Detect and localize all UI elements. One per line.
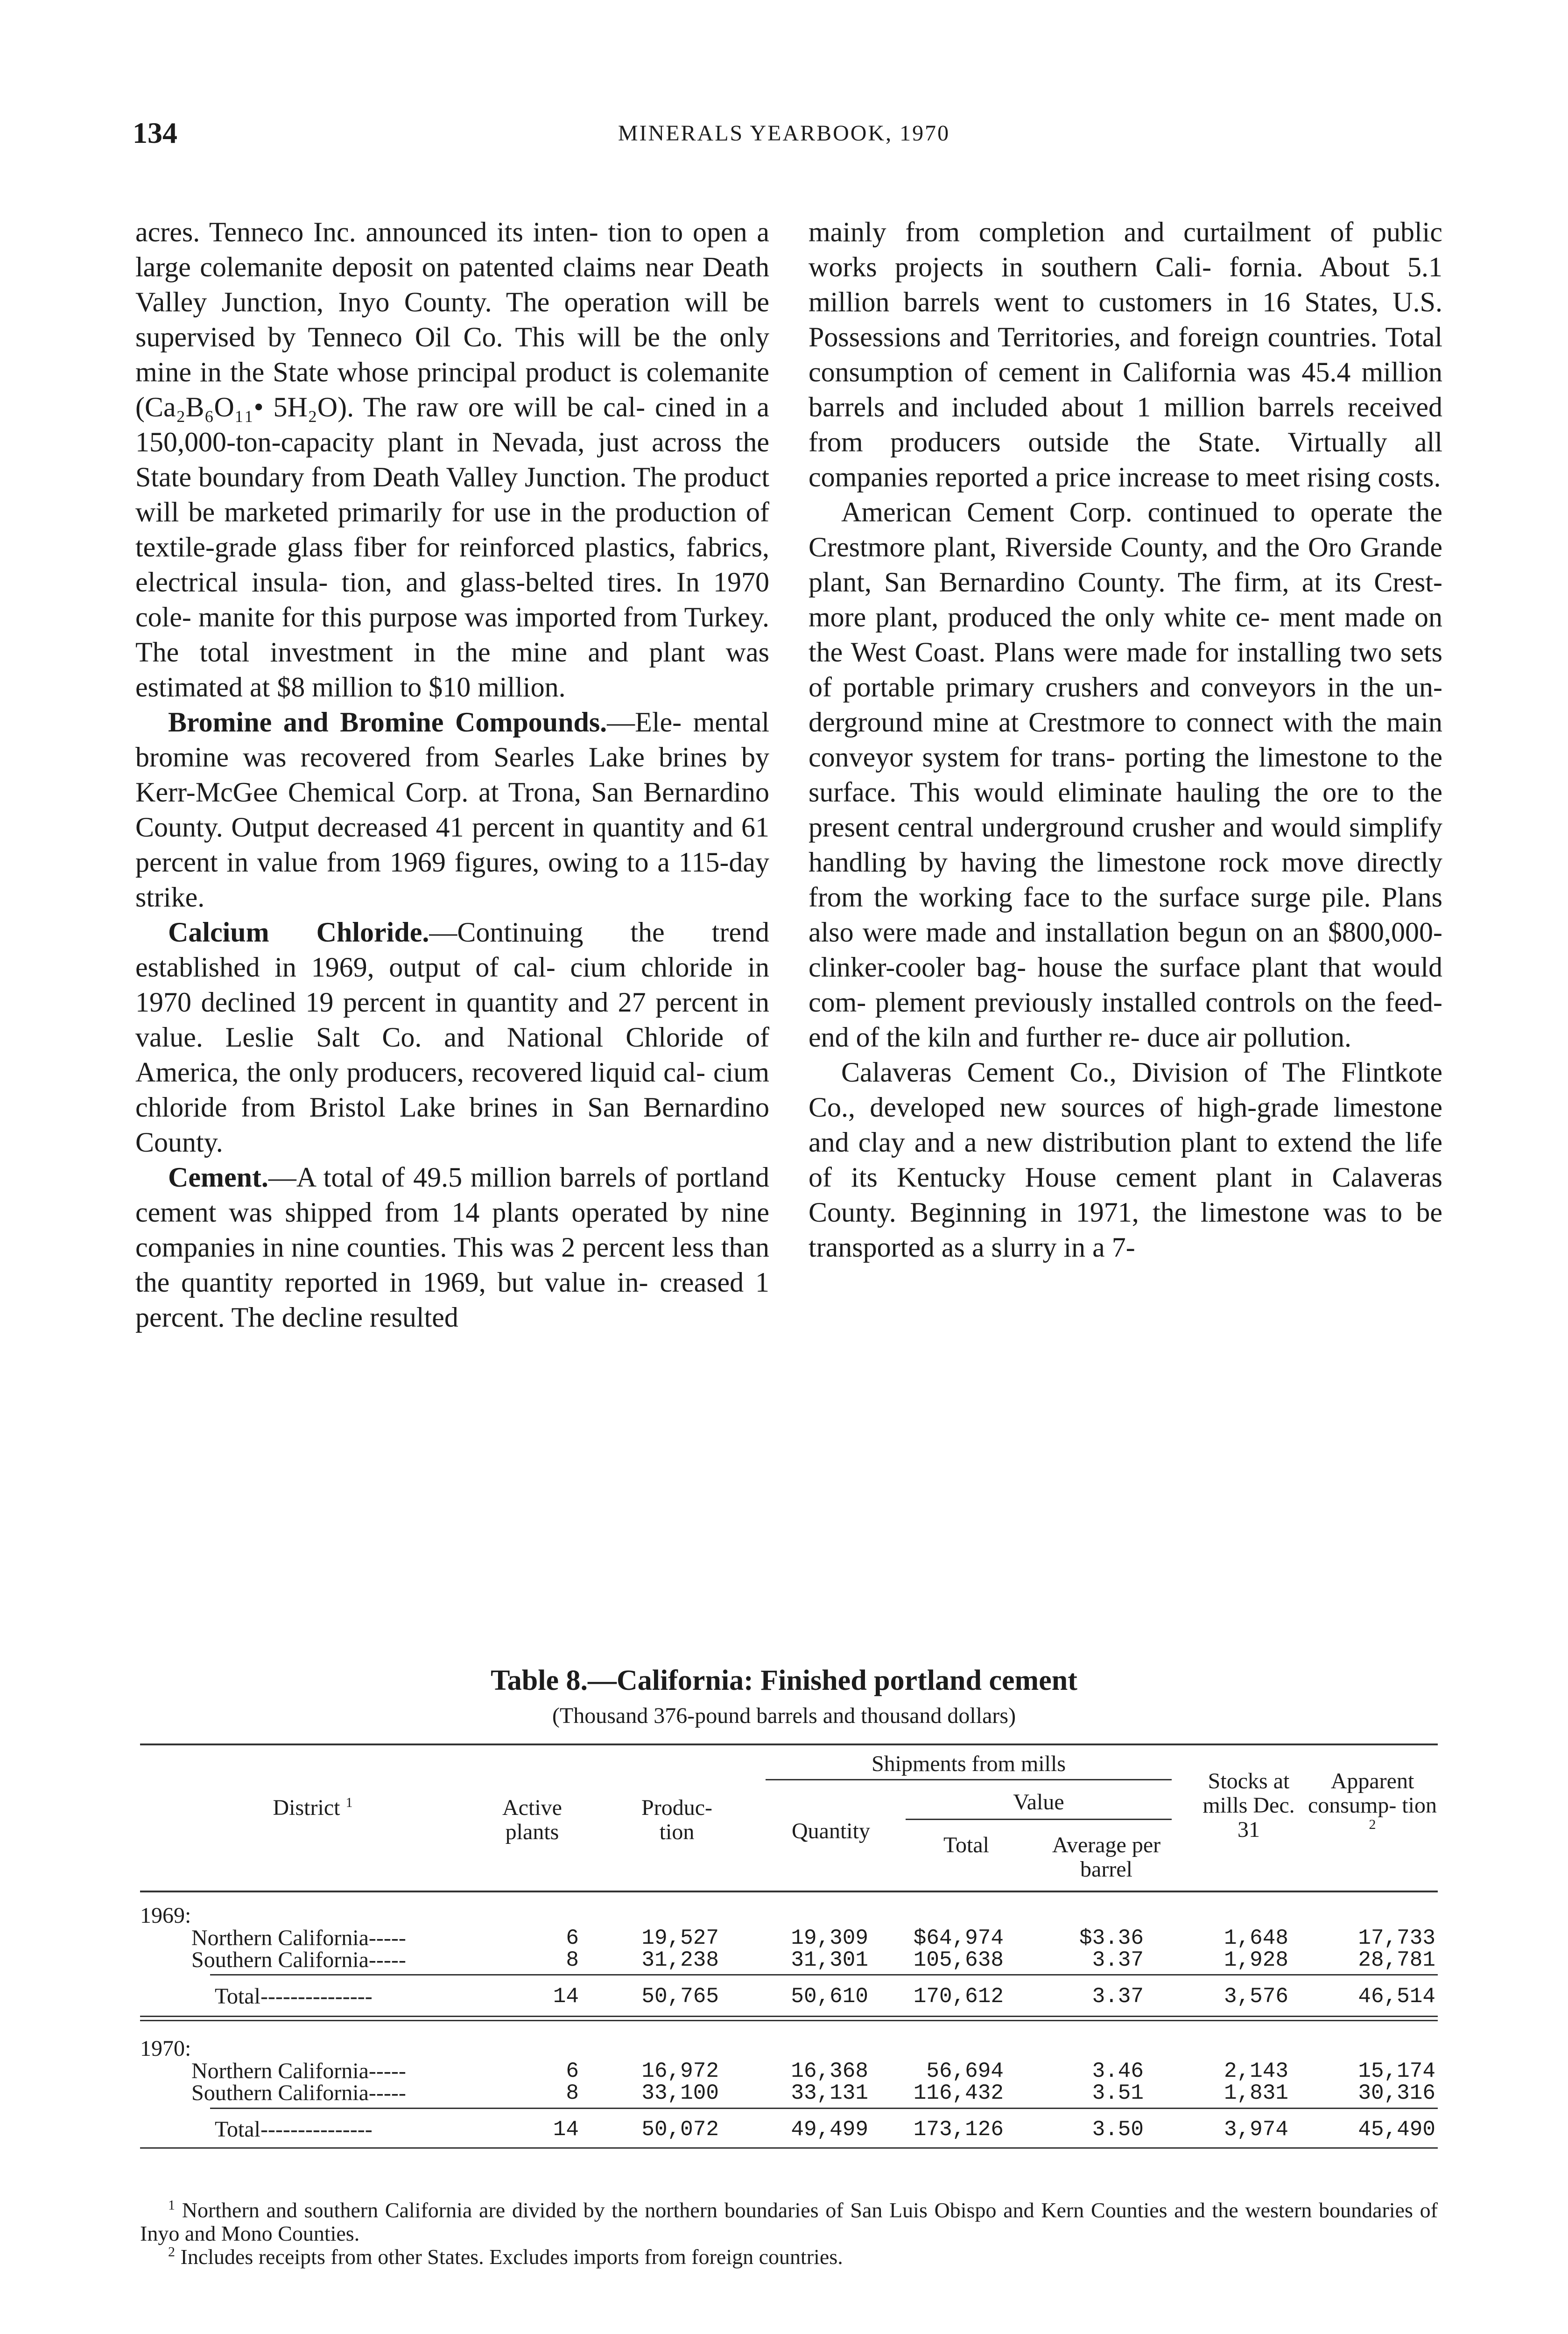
- heading-bromine: Bromine and Bromine Compounds.: [168, 707, 607, 738]
- footnote-1-text: Northern and southern California are divided by the northern boundaries of San Luis Obispo and Kern Counties and the western boundaries of Inyo and Mono Counties.: [140, 2198, 1438, 2245]
- header-quantity: Quantity: [792, 1819, 870, 1843]
- cell-production: 19,527: [641, 1926, 719, 1950]
- cell-total: 105,638: [913, 1948, 1004, 1972]
- row-label: Total---------------: [215, 2117, 373, 2142]
- cement-table: [140, 1743, 1438, 2182]
- heading-calcium-chloride: Calcium Chloride.: [168, 917, 429, 948]
- row-label: Southern California-----: [191, 2081, 406, 2105]
- cell-consumption: 46,514: [1358, 1984, 1435, 2009]
- paragraph-colemanite: acres. Tenneco Inc. announced its inten- tion to open a large colemanite deposit on patented claims near Death Valley Junction, Inyo County. The operation will be supervised by Tenneco Oil Co. This will be the only mine in the State whose principal product is colemanite (Ca₂B₆O₁₁• 5H₂O). The raw ore will be cal- cined in a 150,000-ton-capacity plant in Nevada, just across the State boundary from Death Valley Junction. The product will be marketed primarily for use in the production of textile-grade glass fiber for reinforced plastics, fabrics, electrical insula- tion, and glass-belted tires. In 1970 cole- manite for this purpose was imported from Turkey. The total investment in the mine and plant was estimated at $8 million to $10 million.: [135, 217, 769, 703]
- cell-consumption: 15,174: [1358, 2059, 1435, 2083]
- year-separator-rule: [140, 2016, 1438, 2017]
- header-value: Value: [1013, 1790, 1064, 1814]
- row-label: Southern California-----: [191, 1947, 406, 1972]
- cell-production: 16,972: [641, 2059, 719, 2083]
- header-production: Produc- tion: [641, 1795, 712, 1844]
- header-total: Total: [943, 1833, 989, 1857]
- cell-stocks: 1,928: [1223, 1948, 1288, 1972]
- year-label: 1970:: [140, 2036, 191, 2061]
- cell-stocks: 3,576: [1223, 1984, 1288, 2009]
- cell-consumption: 30,316: [1358, 2081, 1435, 2105]
- header-apparent-consumption: Apparent consump- tion $^2$: [1308, 1769, 1437, 1832]
- year-separator-rule-2: [140, 2020, 1438, 2021]
- row-label: Northern California-----: [191, 2059, 406, 2083]
- cell-quantity: 33,131: [791, 2081, 868, 2105]
- cell-plants: 14: [553, 1984, 579, 2009]
- heading-cement: Cement.: [168, 1162, 268, 1193]
- cell-stocks: 3,974: [1223, 2117, 1288, 2142]
- page-number: 134: [133, 116, 177, 149]
- cell-production: 50,765: [641, 1984, 719, 2009]
- text-calcium-chloride: —Continuing the trend established in 1969, output of cal- cium chloride in 1970 declined 19 percent in quantity and 27 percent in value. Leslie Salt Co. and National Chloride of America, the only producers, recovered liquid cal- cium chloride from Bristol Lake brines in San Bernardino County.: [135, 917, 769, 1158]
- cell-average: 3.50: [1092, 2117, 1144, 2142]
- row-label: Total---------------: [215, 1984, 373, 2009]
- cell-plants: 8: [566, 2081, 579, 2105]
- cell-stocks: 1,831: [1223, 2081, 1288, 2105]
- footnotes: [140, 2199, 1438, 2269]
- cell-production: 31,238: [641, 1948, 719, 1972]
- table-top-rule: [140, 1743, 1438, 1745]
- paragraph-calaveras-cement: Calaveras Cement Co., Division of The Flintkote Co., developed new sources of high-grade limestone and clay and a new distribution plant to extend the life of its Kentucky House cement plant in Calaveras County. Beginning in 1971, the limestone was to be transported as a slurry in a 7-: [809, 1057, 1442, 1263]
- cell-consumption: 17,733: [1358, 1926, 1435, 1950]
- cell-consumption: 28,781: [1358, 1948, 1435, 1972]
- cell-quantity: 19,309: [791, 1926, 868, 1950]
- cell-average: 3.37: [1092, 1984, 1144, 2009]
- table-title: Table 8.—California: Finished portland cement: [491, 1665, 1077, 1696]
- cell-stocks: 1,648: [1223, 1926, 1288, 1950]
- header-average: Average per barrel: [1052, 1833, 1161, 1882]
- paragraph-cement: [135, 1160, 769, 1335]
- cell-total: 116,432: [913, 2081, 1004, 2105]
- row-label: Northern California-----: [191, 1926, 406, 1950]
- cell-plants: 6: [566, 1926, 579, 1950]
- footnote-2-text: Includes receipts from other States. Excludes imports from foreign countries.: [180, 2245, 843, 2269]
- cell-total: 173,126: [913, 2117, 1004, 2142]
- cell-average: 3.46: [1092, 2059, 1144, 2083]
- cell-stocks: 2,143: [1223, 2059, 1288, 2083]
- cell-quantity: 31,301: [791, 1948, 868, 1972]
- cell-average: $3.36: [1079, 1926, 1144, 1950]
- footnote-1: [140, 2199, 1438, 2245]
- total-1970-rule: [210, 2108, 1438, 2109]
- cell-average: 3.51: [1092, 2081, 1144, 2105]
- total-1969-rule: [210, 1974, 1438, 1975]
- footnote-1-mark: 1: [168, 2197, 175, 2213]
- left-column: [135, 215, 769, 1335]
- cell-total: $64,974: [913, 1926, 1004, 1950]
- right-column: [809, 215, 1442, 1265]
- paragraph-bromine: [135, 705, 769, 915]
- text-bromine: —Ele- mental bromine was recovered from Searles Lake brines by Kerr-McGee Chemical Corp. at Trona, San Bernardino County. Output decreased 41 percent in quantity and 61 percent in value from 1969 figures, owing to a 115-day strike.: [135, 707, 769, 913]
- apparent-footnote-mark: 2: [1369, 1817, 1376, 1832]
- footnote-2: [140, 2245, 1438, 2269]
- paragraph-american-cement: American Cement Corp. continued to operate the Crestmore plant, Riverside County, and the Oro Grande plant, San Bernardino County. The firm, at its Crest- more plant, produced the only white ce- ment made on the West Coast. Plans were made for installing two sets of portable primary crushers and conveyors in the un- derground mine at Crestmore to connect with the main conveyor system for trans- porting the limestone to the surface. This would eliminate hauling the ore to the present central underground crusher and would simplify handling by having the limestone rock move directly from the working face to the surface surge pile. Plans also were made and installation begun on an $800,000-clinker-cooler bag- house the surface plant that would com- plement previously installed controls on the feed-end of the kiln and further re- duce air pollution.: [809, 497, 1442, 1053]
- text-cement: —A total of 49.5 million barrels of portland cement was shipped from 14 plants operated by nine companies in nine counties. This was 2 percent less than the quantity reported in 1969, but value in- creased 1 percent. The decline resulted: [135, 1162, 769, 1333]
- cell-total: 170,612: [913, 1984, 1004, 2009]
- cell-quantity: 16,368: [791, 2059, 868, 2083]
- cell-total: 56,694: [926, 2059, 1004, 2083]
- cell-consumption: 45,490: [1358, 2117, 1435, 2142]
- cell-plants: 14: [553, 2117, 579, 2142]
- value-rule: [906, 1819, 1172, 1820]
- header-active-plants: Active plants: [502, 1795, 562, 1844]
- year-label: 1969:: [140, 1903, 191, 1928]
- shipments-rule: [766, 1779, 1172, 1780]
- cell-quantity: 50,610: [791, 1984, 868, 2009]
- cell-quantity: 49,499: [791, 2117, 868, 2142]
- header-district: District $^1$: [273, 1795, 353, 1820]
- header-shipments: Shipments from mills: [871, 1751, 1066, 1776]
- table-subtitle: (Thousand 376-pound barrels and thousand dollars): [552, 1703, 1016, 1728]
- cell-plants: 8: [566, 1948, 579, 1972]
- header-stocks: Stocks at mills Dec. 31: [1202, 1769, 1295, 1842]
- running-head: MINERALS YEARBOOK, 1970: [618, 121, 950, 146]
- header-bottom-rule: [140, 1891, 1438, 1892]
- paragraph-calcium-chloride: [135, 915, 769, 1160]
- paragraph-cement-consumption: mainly from completion and curtailment of public works projects in southern Cali- fornia. About 5.1 million barrels went to customers in 16 States, U.S. Possessions and Territories, and foreign countries. Total consumption of cement in California was 45.4 million barrels and included about 1 million barrels received from producers outside the State. Virtually all companies reported a price increase to meet rising costs.: [809, 217, 1442, 492]
- cell-plants: 6: [566, 2059, 579, 2083]
- page-header: [129, 116, 1439, 153]
- cell-average: 3.37: [1092, 1948, 1144, 1972]
- table-bottom-rule: [140, 2147, 1438, 2149]
- cell-production: 33,100: [641, 2081, 719, 2105]
- district-footnote-mark: 1: [345, 1795, 353, 1810]
- cell-production: 50,072: [641, 2117, 719, 2142]
- footnote-2-mark: 2: [168, 2244, 175, 2260]
